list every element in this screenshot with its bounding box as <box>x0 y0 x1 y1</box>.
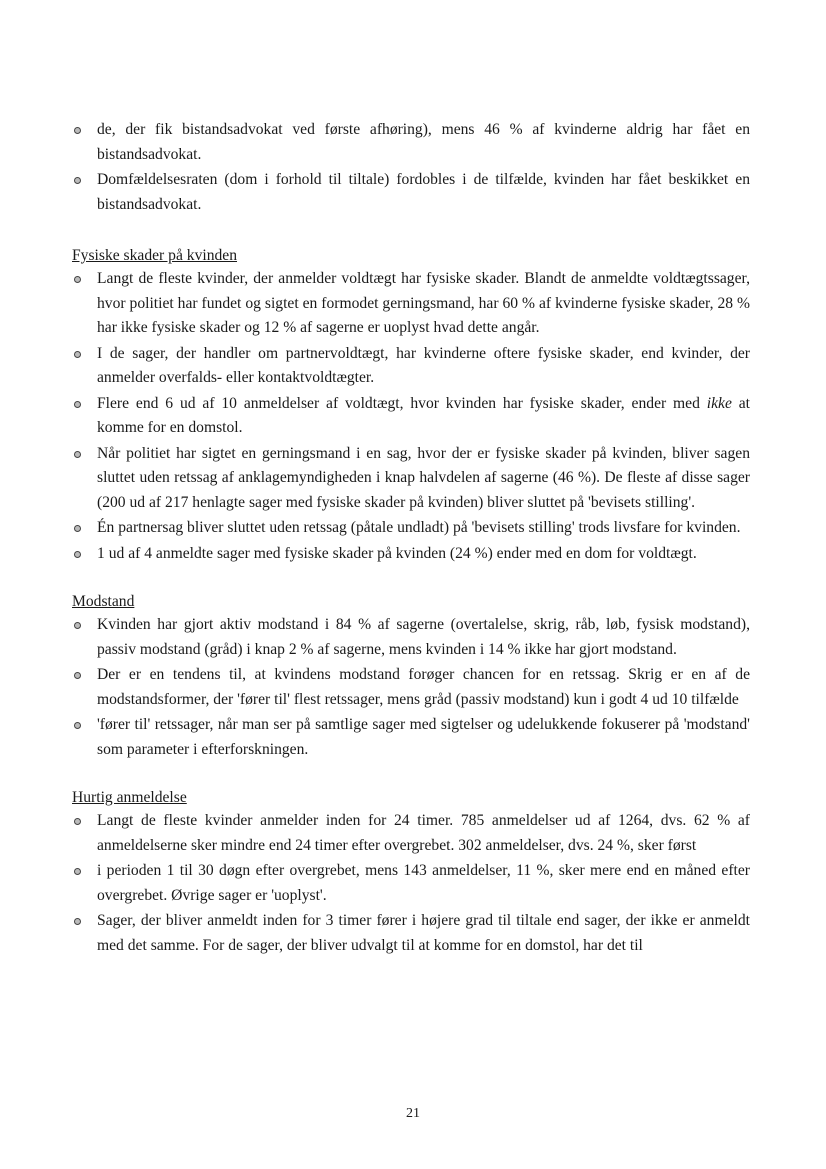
list-item: Flere end 6 ud af 10 anmeldelser af voldtægt, hvor kvinden har fysiske skader, ender med ikke at komme for en domstol. <box>72 392 750 441</box>
list-item: Én partnersag bliver sluttet uden retssag (påtale undladt) på 'bevisets stilling' trods livsfare for kvinden. <box>72 516 750 541</box>
list-item: Når politiet har sigtet en gerningsmand i en sag, hvor der er fysiske skader på kvinden, bliver sagen sluttet uden retssag af anklagemyndigheden i knap halvdelen af sagerne (46 %). De fleste af disse sager (200 ud af 217 henlagte sager med fysiske skader på kvinden) bliver sluttet på 'bevisets stilling'. <box>72 442 750 516</box>
list-item: I de sager, der handler om partnervoldtægt, har kvinderne oftere fysiske skader, end kvinder, der anmelder overfalds- eller kontaktvoldtægter. <box>72 342 750 391</box>
hurtig-anmeldelse-list <box>72 809 750 958</box>
section-heading-hurtig-anmeldelse: Hurtig anmeldelse <box>72 789 187 806</box>
list-item: i perioden 1 til 30 døgn efter overgrebet, mens 143 anmeldelser, 11 %, sker mere end en måned efter overgrebet. Øvrige sager er 'uoplyst'. <box>72 859 750 908</box>
list-item: Langt de fleste kvinder, der anmelder voldtægt har fysiske skader. Blandt de anmeldte voldtægtssager, hvor politiet har fundet og sigtet en formodet gerningsmand, har 60 % af kvinderne fysiske skader, 28 % har ikke fysiske skader og 12 % af sagerne er uoplyst hvad dette angår. <box>72 267 750 341</box>
list-item: Der er en tendens til, at kvindens modstand forøger chancen for en retssag. Skrig er en af de modstandsformer, der 'fører til' flest retssager, mens gråd (passiv modstand) kun i godt 4 ud 10 tilfælde <box>72 663 750 712</box>
list-item: 'fører til' retssager, når man ser på samtlige sager med sigtelser og udelukkende fokuserer på 'modstand' som parameter i efterforskningen. <box>72 713 750 762</box>
section-heading-fysiske-skader: Fysiske skader på kvinden <box>72 247 238 264</box>
list-item: Domfældelsesraten (dom i forhold til tiltale) fordobles i de tilfælde, kvinden har fået beskikket en bistandsadvokat. <box>72 168 750 217</box>
continued-bullet-list <box>72 118 750 217</box>
modstand-list <box>72 613 750 762</box>
list-item: Langt de fleste kvinder anmelder inden for 24 timer. 785 anmeldelser ud af 1264, dvs. 62 % af anmeldelserne sker mindre end 24 timer efter overgrebet. 302 anmeldelser, dvs. 24 %, sker først <box>72 809 750 858</box>
page-body <box>72 118 750 959</box>
list-item: 1 ud af 4 anmeldte sager med fysiske skader på kvinden (24 %) ender med en dom for voldtægt. <box>72 542 750 567</box>
list-item: Kvinden har gjort aktiv modstand i 84 % af sagerne (overtalelse, skrig, råb, løb, fysisk modstand), passiv modstand (gråd) i knap 2 % af sagerne, mens kvinden i 14 % ikke har gjort modstand. <box>72 613 750 662</box>
fysiske-skader-list <box>72 267 750 566</box>
page-number: 21 <box>406 1106 420 1121</box>
list-item: de, der fik bistandsadvokat ved første afhøring), mens 46 % af kvinderne aldrig har fået en bistandsadvokat. <box>72 118 750 167</box>
list-item: Sager, der bliver anmeldt inden for 3 timer fører i højere grad til tiltale end sager, der ikke er anmeldt med det samme. For de sager, der bliver udvalgt til at komme for en domstol, har det til <box>72 909 750 958</box>
section-heading-modstand: Modstand <box>72 593 135 610</box>
